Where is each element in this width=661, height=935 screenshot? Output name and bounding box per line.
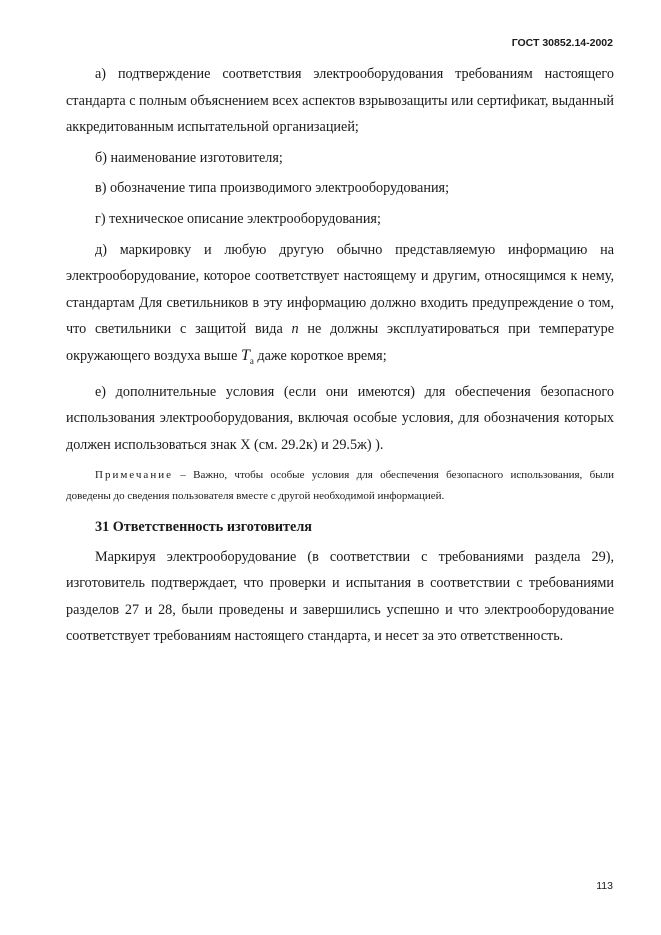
page-number: 113 <box>596 880 613 892</box>
page-content <box>66 61 614 654</box>
list-item-d-text-2: не должны эксплуатироваться при температуре окружающего воздуха выше <box>66 321 615 364</box>
protection-type-variable: n <box>291 321 299 338</box>
list-item-e: е) дополнительные условия (если они имеются) для обеспечения безопасного использования электрооборудования, включая особые условия, для обозначения которых должен использоваться знак Х (см. 29.2к) и 29.5ж) ). <box>66 383 614 453</box>
section-title: 31 Ответственность изготовителя <box>95 518 312 535</box>
list-item-g: г) техническое описание электрооборудования; <box>95 210 381 227</box>
section-paragraph: Маркируя электрооборудование (в соответствии с требованиями раздела 29), изготовитель подтверждает, что проверки и испытания в соответствии с требованиями разделов 27 и 28, были проведены и завершились успешно и что электрооборудование соответствует требованиям настоящего стандарта, и несет за это ответственность. <box>66 548 614 645</box>
list-item-a: а) подтверждение соответствия электрооборудования требованиям настоящего стандарта с полным объяснением всех аспектов взрывозащиты или сертификат, выданный аккредитованным испытательной организацией; <box>66 66 614 136</box>
list-item-b: б) наименование изготовителя; <box>95 149 283 166</box>
document-header: ГОСТ 30852.14-2002 <box>511 37 613 49</box>
list-item-d-text-3: даже короткое время; <box>257 347 387 364</box>
note-text: – Важно, чтобы особые условия для обеспечения безопасного использования, были доведены до сведения пользователя вместе с другой необходимой информацией. <box>66 468 614 502</box>
list-item-v: в) обозначение типа производимого электрооборудования; <box>95 180 450 197</box>
list-item-d <box>66 237 614 375</box>
ambient-temperature-symbol: $T_a$ <box>240 346 254 367</box>
note-label: Примечание <box>95 468 173 481</box>
note <box>66 465 614 508</box>
list-item-d-text-1: д) маркировку и любую другую обычно представляемую информацию на электрооборудование, которое соответствует настоящему и другим, относящимся к нему, стандартам Для светильников в эту информацию должно входить предупреждение о том, что светильники с защитой вида <box>66 241 614 338</box>
